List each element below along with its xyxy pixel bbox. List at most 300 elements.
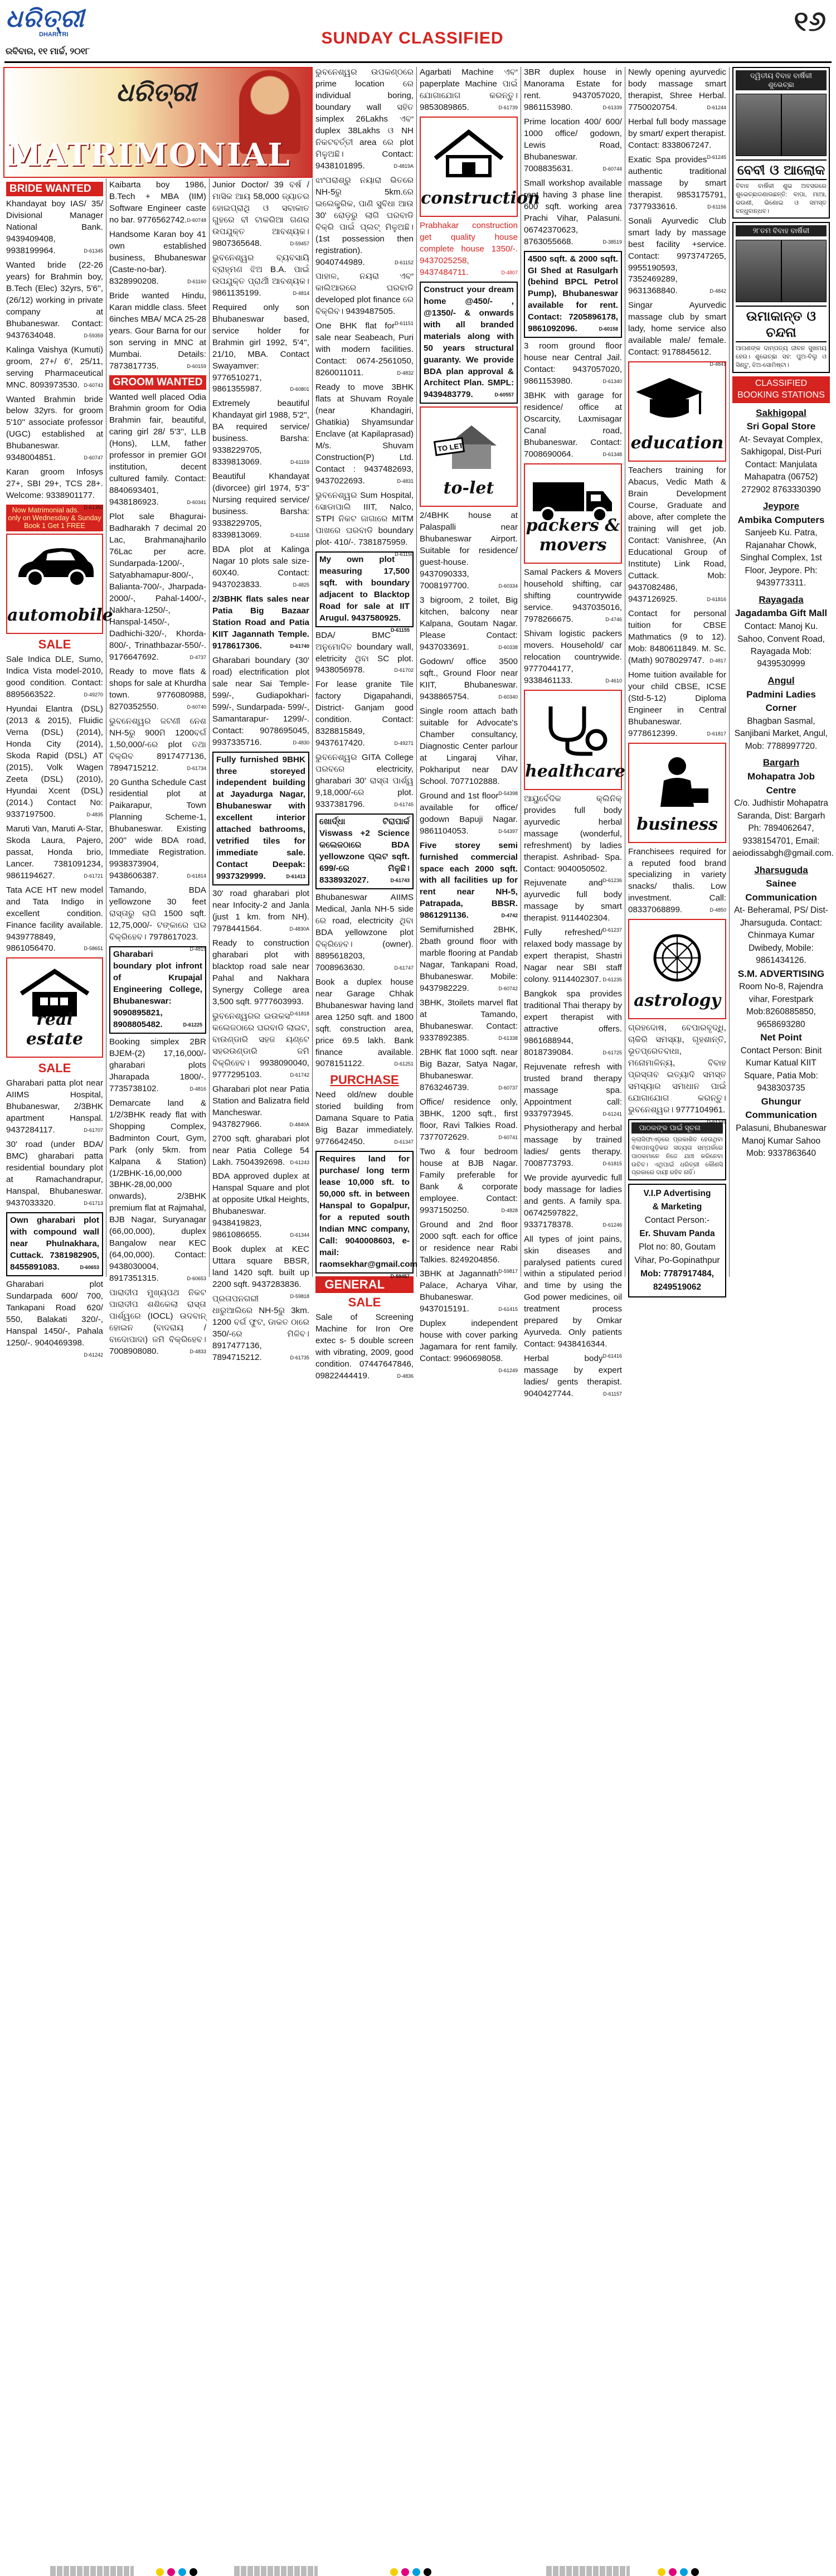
ad-code: D-61150 [395, 551, 414, 557]
classified-ad [6, 1212, 103, 1276]
ad-code: D-4841 [709, 361, 726, 367]
real-estate-box [6, 957, 103, 1058]
ad-code: D-61225 [183, 1021, 202, 1028]
ad-code: D-61743 [390, 877, 410, 883]
ad-text: Teachers training for Abacus, Vedic Math & Brain Development Course, Graduate and above, after complete the training will get job. Contact: Vanishree, (An Educational Group of Institute) Link Road, Cuttack. Mob: 9437082486, 9437126925. [628, 466, 726, 604]
ad-code: D-4817 [709, 657, 726, 664]
ad-text: Gharabari boundary (30' road) electrification plot sale near Sai Temple-599/-, Gudiapokhari-599/-, Sundarpada- 599/-, Samantarapur- 1299/-. Contact: 9078695045, 9937335716. [212, 655, 309, 747]
classified-ad [6, 654, 103, 701]
classified-ad [109, 946, 206, 1034]
classified-ad [628, 608, 726, 667]
classified-ad [524, 251, 622, 338]
ad-code: D-61735 [290, 1355, 309, 1360]
reg-mark-black [691, 2568, 699, 2576]
reg-mark-magenta [167, 2568, 175, 2576]
classified-ad [524, 567, 622, 626]
classified-ad [420, 1097, 518, 1144]
classified-ad [315, 175, 414, 269]
reader-notice-title: ପାଠକଙ୍କ ପାଇଁ ସୂଚନା [631, 1122, 723, 1134]
classified-ad [420, 282, 518, 404]
ad-code: D-61344 [290, 1232, 309, 1238]
classified-ad [524, 117, 622, 175]
ad-text: Tata ACE HT new model and Tata Indigo in excellent condition. Finance facility available. 9439778849, 9861056470. [6, 885, 103, 953]
ad-text: For lease granite Tile factory Digapahandi, District- Ganjam good condition. Contact: 8328815849, 9437617420. [315, 680, 414, 748]
automobile-box [6, 534, 113, 634]
ad-code: D-49270 [84, 692, 103, 698]
ad-code: D-61236 [602, 878, 622, 884]
ad-text: ଝାଂପରାଶ୍ରୁ ନୟାରା ଭିତରେ NH-5ରୁ 5km.ରେ ଇଲେକ୍ଟ୍ରିକ, ପାଣି ସୁବିଧା ଆଉ 30' ରୋଡ଼ରୁ ଲାଗି ଘରବାଡି ବିକ୍ରି ପାଇଁ ପ୍ଲଟ୍ ମିଳୁଅଛି। (1st possession then registration). 9040744989. [315, 175, 414, 267]
print-strip-mid [234, 2566, 318, 2576]
ad-text: Required only son Bhubaneswar based, service holder for Brahmin girl 1992, 5'4'', 21/10, MBA. Contact Swayamver: 9776510271, 9861355987. [212, 302, 309, 394]
ad-text: 3 room ground floor house near Central Jail. Contact: 9437057020, 9861153980. [524, 341, 622, 386]
classified-ad [420, 706, 518, 796]
ad-text: Extremely beautiful Khandayat girl 1988, 5'2'', BA required service/ business. Barsha: 9338229705, 8339813069. [212, 399, 309, 467]
ad-code: D-61249 [498, 1368, 518, 1374]
ad-code: D-4830A [289, 926, 309, 932]
ad-text: Junior Doctor/ 39 ବର୍ଷ / ମାସିକ ଆୟ 58,000 ଜ୍ୟାତର ହୋଇପ୍ରାଥି ଓ ସବାକାତ ଗୁହରେ ବୀ ଟାକରିଆ ଗଣର ଉପଯୁକ୍ତ ଆବଶ୍ୟକ। 9807365648. [212, 180, 309, 248]
station-details: Contact: Manoj Ku. Sahoo, Convent Road, Rayagada Mob: 9439530999 [737, 622, 825, 669]
station-city: Bargarh [762, 757, 800, 768]
page-header [0, 0, 836, 62]
ad-code: D-60748 [187, 217, 206, 223]
ad-code: D-61416 [602, 1353, 622, 1359]
ad-text: Gharabari patta plot near AIIMS Hospital, Bhubaneswar, 2/3BHK apartment Hanspal. 9437284117. [6, 1078, 103, 1135]
ad-code: D-60557 [494, 392, 514, 398]
ad-code: D-4842 [709, 288, 726, 294]
page-number: ୧୬ [794, 4, 826, 37]
reg-mark-cyan [680, 2568, 688, 2576]
category-label: packers & movers [526, 516, 620, 555]
ad-text: 3 bigroom, 2 toilet, Big kitchen, balcony near Kalpana, Goutam Nagar. Please Contact: 9437033691. [420, 595, 518, 652]
station-details: At- Sevayat Complex, Sakhigopal, Dist-Puri Contact: Manjulata Mahapatra (06752) 272902 8763330390 [739, 434, 823, 495]
ad-text: Bride wanted Hindu, Karan middle class. 5feet 6inches MBA/ MCA 25-28 years. Gour Barna for our son serving in MNC at Mumbai. Details: 7873817735. [109, 290, 206, 371]
ad-text: One BHK flat for sale near Seabeach, Puri with modern facilities. Contact: 0674-2561050, 8260011011. [315, 321, 414, 378]
ad-code: D-61338 [498, 1035, 518, 1042]
ad-text: Plot sale Bhagurai-Badharakh 7 decimal 20 Lac, Brahmanajharilo 76Lac per acre. Sundarpada-1200/-, Satyabhamapur-800/-, Balianta-700/-, Jharpada-2000/-, Pahal-1400/-, Nakhara-1250/-, Hanspal-1450/-, Dadhichi-320/-, Khorda-800/-, Trinathbazar-550/-. 9176647692. [109, 512, 206, 662]
bride-wanted-heading: BRIDE WANTED [6, 182, 103, 196]
ad-text: Wanted Brahmin bride below 32yrs. for groom 5'10'' associate professor (UGC) established at Bhubaneswar. 9348004851. [6, 394, 103, 463]
column-6 [521, 67, 625, 1399]
ad-code: D-61818 [290, 1010, 309, 1016]
vip-address: Plot no: 80, Goutam Vihar, Po-Gopinathpur [634, 1242, 720, 1266]
classified-ad [6, 198, 103, 257]
ad-text: Home tuition available for your child CBSE, ICSE (Std-5-12) Diploma Engineer in Central Bhubaneswar. 9778612399. [628, 670, 726, 738]
ad-code: D-61157 [603, 1391, 622, 1397]
station-city: Sakhigopal [756, 407, 806, 418]
reader-notice [628, 1119, 726, 1180]
ad-text: Franchisees required for a reputed food brand specializing in variety snacks/ thalis. Low investment. Call: 08337068899. [628, 846, 726, 915]
matrimonial-banner [3, 67, 313, 178]
tolet-icon [421, 408, 517, 476]
classified-ad [524, 67, 622, 114]
classified-ad [6, 704, 103, 821]
ad-code: D-61415 [498, 1306, 518, 1313]
ad-code: D-61159 [290, 459, 309, 466]
ad-code: D-4746 [605, 616, 622, 622]
ad-code: D-61241 [602, 1111, 622, 1117]
classified-ad [628, 67, 726, 114]
ad-code: D-61707 [84, 1127, 103, 1134]
station-name: S.M. ADVERTISING [737, 968, 825, 979]
column-7 [625, 67, 730, 1292]
ad-text: Wanted well placed Odia Brahmin groom for Odia Brahmin fair, beautiful, caring girl 28/ 5'3'', LLB (Hons), LLM, father professor in premier GOI institution, decent cultured family. Contact: 8840693401, 9438186923. [109, 392, 206, 507]
classified-ad [109, 1098, 206, 1285]
ad-code: D-60653 [80, 1264, 99, 1270]
ad-text: Godown/ office 3500 sqft., Ground Floor near KIIT, Bhubaneswar. 9438865754. [420, 657, 518, 701]
classified-ad [524, 878, 622, 933]
ad-text: ପ୍ରତାପନଗରୀ ଧାରୁଆଲିରେ NH-5ରୁ 3km. 1200 ବର୍ଗ ଫୁଟ, ଡାକତ ଠାରେ 350/-ରେ ମିଳିବ। 8917477136, 7894715212. [212, 1294, 309, 1362]
ad-text: Prabhakar construction get quality house complete house 1350/-. 9437025258, 9437484711. [420, 220, 518, 277]
ad-text: Small workshop available rent having 3 phase line 600 sqft. working area Prachi Vihar, Palasuni. 06742370623, 8763055668. [524, 178, 622, 246]
column-4 [313, 67, 418, 1381]
business-box [628, 743, 726, 843]
ad-code: D-61160 [187, 278, 206, 284]
classified-ad [315, 892, 414, 974]
person-photo [781, 240, 827, 302]
category-label: astrology [634, 991, 721, 1011]
classified-ad [420, 220, 518, 279]
ad-text: Khandayat boy IAS/ 35/ Divisional Manager National Bank. 9439409408, 9938199964. [6, 199, 103, 255]
couple-names: ଉମାକାନ୍ତ ଓ ଚନ୍ଦନା [736, 306, 827, 342]
ad-code: D-61816 [707, 596, 726, 602]
classified-ad [212, 888, 309, 935]
banner-logo: ଧରିତ୍ରୀ [116, 77, 196, 107]
page-title: SUNDAY CLASSIFIED [321, 29, 504, 47]
ad-code: D-4831 [397, 478, 414, 484]
ad-code: D-60158 [599, 326, 618, 332]
ad-text: Single room attach bath suitable for Advocate's Chamber consultancy, Diagnostic Center parlour at Lingaraj Vihar, Pokhariput near DAV School. 7077102888. [420, 706, 518, 786]
classified-ad [109, 777, 206, 883]
classified-ad [628, 216, 726, 298]
ad-code: D-61747 [394, 965, 414, 971]
station-name: Padmini Ladies Corner [746, 689, 816, 714]
classified-ad [315, 814, 414, 889]
ad-code: D-61739 [498, 104, 518, 110]
reg-mark-yellow [390, 2568, 398, 2576]
ad-text: Ready to move flats & shops for sale at Khurdha town. 9776080988, 8270352550. [109, 666, 206, 711]
astrology-box [628, 919, 726, 1019]
print-footer [0, 1282, 836, 1302]
ad-text: Rejuvenate and ayurvedic full body massage by smart therapist. 9114402304. [524, 878, 622, 923]
ad-text: Karan groom Infosys 27+, SBI 29+, TCS 28+. Welcome: 9338901177. [6, 467, 103, 501]
classified-ad [524, 1123, 622, 1170]
ad-text: Booking simplex 2BR BJEM-(2) 17,16,000/- gharabari plots Jharapada 1800/-. 7735738102. [109, 1037, 206, 1093]
ad-text: Rejuvenate refresh with trusted brand therapy massage spa. Appointment call: 9337973945. [524, 1062, 622, 1118]
ad-code: D-59359 [84, 332, 103, 338]
ad-code: D-59457 [390, 1273, 410, 1279]
reg-mark-cyan [178, 2568, 186, 2576]
classified-ad [6, 260, 103, 342]
ad-text: Ready to move 3BHK flats at Shuvam Royale (near Khandagiri, Ghatikia) Shyamsundar Enclave (at Kapilaprasad) M/s. Shuvam Construction(P) Ltd. Contact : 9437482693, 9437022693. [315, 382, 414, 486]
ad-text: 2/3BHK flats sales near Patia Big Bazaar Station Road and Patia KIIT Jagannath Temple. 9178617306. [212, 594, 309, 651]
ad-code: D-61814 [187, 873, 206, 879]
column-2 [106, 67, 210, 1357]
ad-code: D-61349 [707, 1119, 726, 1125]
classified-ad [524, 178, 622, 248]
classified-ad [212, 471, 309, 541]
classified-ad [628, 117, 726, 160]
ad-code: D-61817 [707, 730, 726, 737]
purchase-heading: PURCHASE [330, 1073, 399, 1087]
ad-text: Ready to construction gharabari plot with blacktop road sale near Pahal and Nakhara Synergy College area 3,500 sqft. 9777603993. [212, 938, 309, 1006]
ad-code: D-61244 [707, 104, 726, 110]
classified-ad [420, 840, 518, 922]
ad-code: D-61815 [602, 1160, 622, 1166]
ad-text: 30' road (under BDA/ BMC) gharabari patta residential boundary plot at Ramachandrapur, Hanspal, Bhubaneswar. 9437033320. [6, 1140, 103, 1208]
classified-ad [212, 253, 309, 299]
print-strip-right [546, 2566, 630, 2576]
ad-code: D-4828 [501, 1207, 518, 1213]
classified-ad [6, 885, 103, 955]
category-label: to-let [443, 478, 494, 498]
classified-ad [315, 490, 414, 557]
station-details: Room No-8, Rajendra vihar, Forestpark Mob:8260885850, 9658693280 [739, 982, 823, 1029]
classified-ad [524, 390, 622, 461]
ad-text: Kaibarta boy 1986, B.Tech + MBA (IIM) Software Engineer caste no bar. 9776562742. [109, 180, 206, 225]
ad-text: Duplex independent house with cover parking Jagamara for rent family. Contact: 9960698058. [420, 1319, 518, 1364]
general-sale-heading: SALE [348, 1295, 381, 1309]
ad-code: D-38519 [602, 239, 622, 245]
classified-ad [524, 628, 622, 687]
ad-text: Bangkok spa provides traditional Thai therapy by expert therapist with attractive offers. 9861688944, 8018739084. [524, 989, 622, 1058]
station-name: Ambika Computers [737, 514, 825, 525]
vip-title: V.I.P Advertising [643, 1189, 711, 1199]
classified-ad [212, 1011, 309, 1081]
ad-code: D-61237 [602, 927, 622, 933]
classified-ad [420, 998, 518, 1044]
ad-text: BDA plot at Kalinga Nagar 10 plots sale size- 60X40. Contact: 9437023833. [212, 545, 309, 589]
classified-ad [628, 1023, 726, 1125]
classified-ad [628, 154, 726, 213]
booking-stations [732, 376, 834, 1160]
station-name: Ghungur Communication [745, 1096, 817, 1121]
ad-text: Construct your dream home @450/- , @1350/- & onwards with all branded materials along with 50 years structural guaranty. We provide BDA plan approval & Architect Plan. SMPL: 9439483779. [424, 284, 514, 400]
ad-text: ଗ୍ରହଦୋଷ, ବେପାରବୃଦ୍ଧି, ଚାକିରି ସମସ୍ୟା, ଗୃହଶାନ୍ତି, ଭୂତପ୍ରେତବାଧା, ମନୋମାଳିନ୍ୟ, ବିବାହ ପ୍ରସ୍ତାବ ଇତ୍ୟାଦି ସମସ୍ତ ସମସ୍ୟାର ସମାଧାନ ପାଇଁ ଯୋଗାଯୋଗ କରନ୍ତୁ। ଭୁବନେଶ୍ୱର। 9777104961. [628, 1023, 726, 1115]
classified-ad [212, 544, 309, 591]
classified-ad [315, 679, 414, 749]
ad-code: D-61745 [394, 802, 414, 808]
classified-ad [315, 752, 414, 811]
classified-ad [524, 341, 622, 388]
ad-code: D-4840A [289, 1121, 309, 1127]
reg-mark-cyan [412, 2568, 420, 2576]
classified-ad [109, 885, 206, 952]
classified-ad [212, 655, 309, 749]
healthcare-box [524, 690, 625, 790]
column-1 [3, 67, 113, 1358]
ad-text: Herbal body massage by expert ladies/ gents therapist. 9040427744. [524, 1354, 622, 1399]
ad-text: ଭୁବନେଶ୍ୱର ଜଟଣୀ ନେଶ NH-5ରୁ 900ମି 1200ବର୍ଗ 1,50,000/-ରେ plot ତଥା ବିକ୍ରିବ 8917477136, 7894715212. [109, 716, 206, 773]
reg-mark-magenta [669, 2568, 677, 2576]
couple-names: ବେବୀ ଓ ଆଲୋକ [736, 159, 827, 180]
construct-icon [421, 118, 517, 181]
ad-text: Requires land for purchase/ long term lease 10,000 sft. to 50,000 sft. in between Hanspal to Gopalpur, for a reputed south Indian MNC company, Call: 9040008603, e-mail: raomsekhar@gmail.com [319, 1154, 418, 1269]
classified-ad [212, 1134, 309, 1169]
ad-code: D-59457 [290, 240, 309, 246]
ad-text: Hyundai Elantra (DSL) (2013 & 2015), Fluidic Verna (DSL) (2014), Honda City (2014), Skoda Rapid (DSL) AT (2015), Volk Wagen Zeeta (DSL) (2010), Hyundai Xcent (DSL) (2014.) Contact No: 9337197500. [6, 704, 103, 819]
ad-code: D-61340 [602, 379, 622, 385]
column-8 [730, 67, 833, 1277]
ad-code: D-61246 [602, 1222, 622, 1228]
classified-ad [524, 989, 622, 1059]
classified-ad [315, 321, 414, 379]
ad-code: D-61345 [84, 248, 103, 254]
ad-text: 3BHK with garage for residence/ office at Oscarcity, Laxmisagar Canal road, Bhubaneswar. Contact: 7008690064. [524, 391, 622, 459]
ad-text: ପାରାଦୀପ ମୁଖ୍ୟପଥ ନିକଟ ପାରାଦୀପ ଶଶିକେଲା ରାସ୍ତା ପାର୍ଶ୍ୱରେ (IOCL) ଉଦବାନ୍ ହୋଇନ (ବାଦରାୟ / ବାଦୋପାଦା) ଜମି ବିକ୍ରିହେବ। 7008908080. [109, 1288, 206, 1357]
ad-text: 4500 sqft. & 2000 sqft. GI Shed at Rasulgarh (behind BPCL Petrol Pump), Bhubaneswar available for rent. Contact: 7205896178, 9861092096. [528, 254, 618, 334]
classified-ad [315, 1312, 414, 1382]
category-label: healthcare [525, 761, 625, 781]
construction-box [420, 117, 540, 217]
ad-text: ଭୁବନେଶ୍ୱର Sum Hospital, ସୋଡାପାଲି IIIT, Nalco, STPI ନିକଟ ଜାଗାରେ MITM ପାଖରେ ଘରବାଡି boundary plot- 410/-. 7381875959. [315, 490, 414, 547]
classified-ad [628, 846, 726, 917]
person-photo [736, 240, 781, 302]
ad-code: D-54398 [498, 790, 518, 796]
ad-text: Gharabari boundary plot infront of Krupajal Engineering College, Bhubaneswar: 9090895821, 8908805482. [113, 950, 202, 1029]
classified-ad [109, 666, 206, 713]
anniversary-title: ଦ୍ୱିତୀୟ ବିବାହ ବାର୍ଷିକୀ ଶୁଭେଚ୍ଛା [736, 70, 827, 90]
ad-code: D-61156 [707, 204, 726, 210]
ad-text: ଭୁବନେଶ୍ୱର GITA College ପରବରେ electricity, gharabari 30' ରାସ୍ତା ପାର୍ଶ୍ୱ 9,18,000/-ରେ plot. 9337381796. [315, 753, 414, 810]
classified-ad [420, 67, 518, 114]
reg-mark-yellow [658, 2568, 665, 2576]
ad-text: Handsome Karan boy 41 own established business, Bhubaneswar (Caste-no-bar). 8328990208. [109, 229, 206, 286]
classified-ad [6, 824, 103, 882]
classified-ad [315, 1151, 418, 1279]
logo-text: ଧରିତ୍ରୀ [6, 4, 85, 33]
category-label: real estate [26, 1010, 84, 1049]
classified-ad [315, 1090, 414, 1148]
ad-code: D-4833 [189, 1349, 206, 1355]
classified-ad [628, 670, 726, 740]
classified-ad [109, 1037, 206, 1095]
classified-ad [315, 551, 414, 633]
ad-text: Agarbati Machine ଏବଂ paperplate Machine ପାଇଁ ଯୋଗାଯୋଗ କରନ୍ତୁ। 9853089865. [420, 67, 518, 112]
classified-ad [420, 924, 518, 995]
ad-code: D-61742 [290, 1072, 309, 1078]
station-city: Jeypore [762, 501, 800, 512]
ad-code: D-61725 [602, 1050, 622, 1056]
ad-code: D-60801 [290, 386, 309, 393]
person-photo [736, 94, 781, 156]
ad-text: Ground and 1st floor available for office/ godown Bapuji Nagar. 9861104053. [420, 791, 518, 836]
booking-stations-heading: CLASSIFIED BOOKING STATIONS [732, 376, 830, 403]
ad-text: Ground and 2nd floor 2000 sqft. each for office or residence near Rabi Talkies. 8249204856. [420, 1219, 518, 1265]
ad-code: D-4819A [393, 163, 414, 169]
ad-text: Need old/new double storied building from Damana Square to Patia Big Bazar immediately. 9776642450. [315, 1090, 414, 1147]
ad-code: D-61251 [394, 1061, 414, 1067]
classified-ad [109, 290, 206, 372]
classified-ad [109, 180, 206, 226]
ad-text: 3BHK at Jagannath Palace, Acharya Vihar, Bhubaneswar. 9437015191. [420, 1269, 518, 1314]
category-label: automobile [7, 606, 113, 626]
ad-text: Contact for personal tuition for CBSE Mathmatics (9 to 12). Mob: 8480611849. M. Sc. (Math) 9078029747. [628, 608, 726, 665]
anniversary-ad-1 [732, 67, 830, 219]
ad-code: D-61152 [395, 259, 414, 265]
ad-code: D-61158 [290, 532, 309, 539]
sale-heading: SALE [38, 1061, 71, 1076]
ad-text: Kalinga Vaishya (Kumuti) groom, 27+/ 6', 25/11, serving Pharmaceutical MNC. 8093973530. [6, 345, 103, 390]
ad-text: Semifurnished 2BHK, 2bath ground floor with marble flooring at Pandab Nagar, Tankapani Road, Bhubaneswar. Mobile: 9437982229. [420, 925, 518, 994]
reg-mark-yellow [156, 2568, 164, 2576]
classified-ad [315, 271, 414, 327]
ad-text: ଆୟୁର୍ବେଦିକ କ୍ଲିନିକ୍ provides full body ayurvedic herbal massage (wonderful, refreshment) by ladies therapist. Ashribad- Spa. Contact: 9040050502. [524, 793, 622, 874]
ad-text: Singar Ayurvedic massage club by smart lady, home service also available male/ female. Contact: 9178845612. [628, 301, 726, 357]
ad-code: D-4814 [293, 290, 309, 296]
to-let-box [420, 406, 518, 507]
anniversary-ad-2 [732, 222, 830, 373]
reg-mark-black [424, 2568, 431, 2576]
reg-mark-magenta [401, 2568, 409, 2576]
classified-ad [6, 345, 103, 391]
ad-text: ଭୁବନେଶ୍ୱରର ଇଉକସ କଲେଜଠାରେ ଘରବାଡି ଲାଇଟ, ବାଉଣ୍ଡାରି ସହଜ ୟଣ୍ଟେ ସହରଉଣ୍ଡାରି ଜମି ବିକ୍ରିହେବ। 9938090040, 9777295103. [212, 1011, 309, 1079]
ad-text: We provide ayurvedic full body massage for ladies and gents. A family spa. 06742597822, 9337178378. [524, 1173, 622, 1229]
packers-movers-box [524, 463, 622, 564]
classified-ad [109, 511, 206, 664]
category-label: education [630, 433, 724, 453]
logo-subtext: DHARITRI [39, 31, 69, 38]
groom-wanted-heading: GROOM WANTED [109, 375, 206, 390]
ad-text: Sale Indica DLE, Sumo, Indica Vista model-2010, good condition. Contact: 8895663522. [6, 655, 103, 700]
classified-ad [212, 180, 309, 250]
ad-text: Wanted bride (22-26 years) for Brahmin boy, B.Tech (Elec) 32yrs, 5'6'', (26/12) working in private company at Bhubaneswar. Contact: 9437634048. [6, 260, 103, 340]
column-3 [210, 67, 313, 1362]
classified-ad [212, 752, 309, 886]
ad-code: D-4807 [501, 269, 518, 275]
issue-date: ରବିବାର, ୧୧ ମାର୍ଚ୍ଚ, ୨୦୧୮ [6, 47, 90, 56]
ad-code: D-54397 [498, 828, 518, 834]
ad-code: D-61243 [290, 1159, 309, 1165]
ad-text: Bhubaneswar AIIMS Medical, Janla NH-5 side ରେ road, electricity ଥିବା BDA yellowzone plot ବିକ୍ରିହେବ। (owner). 8895618203, 7008963630. [315, 892, 414, 972]
ad-code: D-4836 [397, 1373, 414, 1379]
classified-ad [109, 716, 206, 774]
classified-ad [420, 510, 518, 592]
classified-ad [524, 1062, 622, 1120]
classified-ad [524, 927, 622, 986]
astro-icon [629, 920, 725, 989]
ad-code: D-4815 [189, 946, 206, 952]
stetho-icon [525, 691, 621, 759]
station-name: Mohapatra Job Centre [747, 771, 815, 796]
print-strip-left [50, 2566, 134, 2576]
ad-text: 20 Guntha Schedule Cast residential plot at Paikarapur, Town Planning Scheme-1, Bhubaneswar. Existing 200'' wide BDA road, Immediate Registration. 9938373904, 9438606387. [109, 777, 206, 881]
classified-ad [420, 656, 518, 703]
vip-title-2: & Marketing [652, 1202, 702, 1212]
classified-ad [315, 382, 414, 487]
classified-ad [212, 1294, 309, 1364]
classified-ad [6, 1078, 103, 1136]
ad-code: D-60334 [498, 583, 518, 589]
ad-text: My own plot measuring 17,500 sqft. with boundary adjacent to Blacktop Road for sale at IIT Arugul. 9437580925. [319, 554, 410, 623]
classified-ad [212, 302, 309, 396]
header-rule [4, 61, 832, 63]
ad-code: D-60747 [84, 455, 103, 461]
ad-text: Fully refreshed/ relaxed body massage by expert therapist, Shastri Nagar near SBI staff colony. 9114402307. [524, 928, 622, 985]
ad-code: D-60740 [187, 704, 206, 710]
newspaper-logo [6, 4, 106, 39]
classified-ad [6, 394, 103, 464]
anniversary-message: ବିବାହ ବାର୍ଷିକୀ ଶୁଭ ଅବସରରେ ଶୁଭେଚ୍ଛାଜଣାଉଛନ୍ତି: ବାପା, ମାଆ, ଭଉଣୀ, ଭିଣୋଇ ଓ ସମସ୍ତ ବନ୍ଧୁବାନ୍ଧବ। [736, 183, 827, 215]
ad-code: D-4832 [397, 370, 414, 376]
ad-code: D-60743 [84, 382, 103, 388]
classified-ad [628, 465, 726, 606]
ad-text: Herbal full body massage by smart/ expert therapist. Contact: 8338067247. [628, 117, 726, 150]
ad-code: D-4816 [189, 1086, 206, 1092]
station-details: C/o. Judhistir Mohapatra Saranda, Dist: Bargarh Ph: 7894062647, 9338154701, Email: aeiodissabgh@gmail.com. [732, 798, 834, 859]
ad-code: D-4835 [86, 811, 103, 817]
classified-ad [420, 1318, 518, 1374]
ad-code: D-60741 [498, 1134, 518, 1140]
